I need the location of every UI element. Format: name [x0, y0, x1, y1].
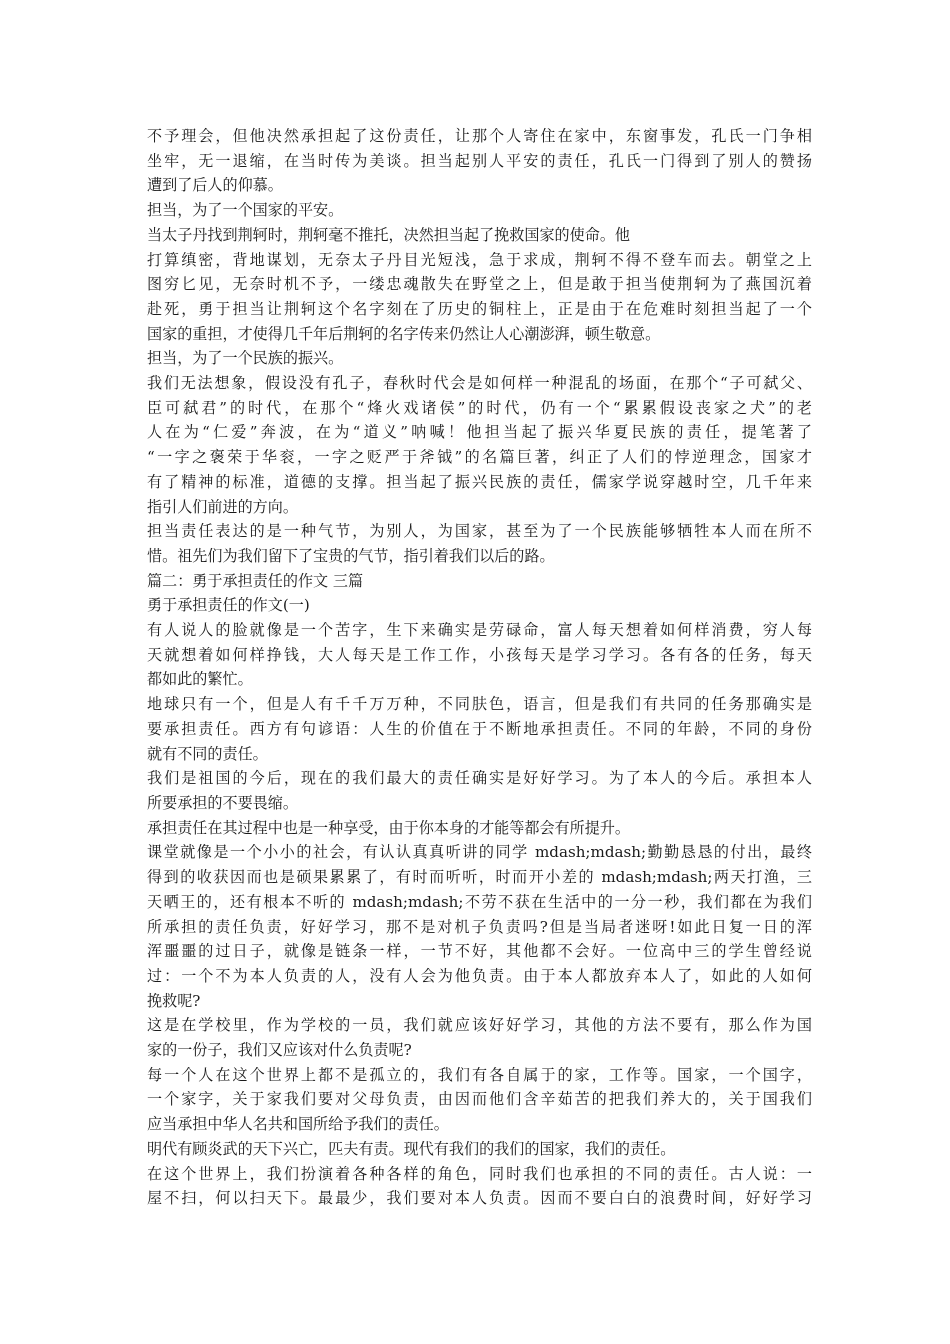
text-line: 有人说人的脸就像是一个苦字，生下来确实是劳碌命，富人每天想着如何样消费，穷人每 — [147, 621, 812, 640]
text-line: 承担责任在其过程中也是一种享受，由于你本身的才能等都会有所提升。 — [147, 818, 631, 837]
text-line: 挽救呢? — [147, 991, 201, 1010]
text-line: 篇二：勇于承担责任的作文 三篇 — [147, 571, 364, 590]
text-line: 臣可弑君”的时代，在那个“烽火戏诸侯”的时代，仍有一个“累累假设丧家之犬”的老 — [147, 398, 812, 417]
text-line: 就有不同的责任。 — [147, 744, 268, 763]
text-line: 人在为“仁爱”奔波，在为“道义”呐喊！他担当起了振兴华夏民族的责任，提笔著了 — [147, 423, 812, 442]
text-line: 家的一份子，我们又应该对什么负责呢? — [147, 1041, 412, 1060]
text-line: 赴死，勇于担当让荆轲这个名字刻在了历史的铜柱上，正是由于在危难时刻担当起了一个 — [147, 299, 812, 318]
text-line: 课堂就像是一个小小的社会，有认认真真听讲的同学 mdash;mdash;勤勤恳恳的付出，最终 — [147, 843, 812, 862]
text-line: 国家的重担，才使得几千年后荆轲的名字传来仍然让人心潮澎湃，顿生敬意。 — [147, 324, 661, 343]
text-line: 每一个人在这个世界上都不是孤立的，我们有各自属于的家，工作等。国家，一个国字， — [147, 1065, 812, 1084]
text-line: 天就想着如何样挣钱，大人每天是工作工作，小孩每天是学习学习。各有各的任务，每天 — [147, 645, 812, 664]
text-line: 屋不扫，何以扫天下。最最少，我们要对本人负责。因而不要白白的浪费时间，好好学习 — [147, 1189, 812, 1208]
text-line: 过：一个不为本人负责的人，没有人会为他负责。由于本人都放弃本人了，如此的人如何 — [147, 966, 812, 985]
text-line: 要承担责任。西方有句谚语：人生的价值在于不断地承担责任。不同的年龄，不同的身份 — [147, 719, 812, 738]
text-line: 我们无法想象，假设没有孔子，春秋时代会是如何样一种混乱的场面，在那个“子可弑父、 — [147, 374, 812, 393]
text-line: 得到的收获因而也是硕果累累了，有时而听听，时而开小差的 mdash;mdash;两天打渔，三 — [147, 868, 812, 887]
text-line: “一字之褒荣于华衮，一字之贬严于斧钺”的名篇巨著，纠正了人们的悖逆理念，国家才 — [147, 448, 812, 467]
text-line: 在这个世界上，我们扮演着各种各样的角色，同时我们也承担的不同的责任。古人说：一 — [147, 1164, 812, 1183]
text-line: 这是在学校里，作为学校的一员，我们就应该好好学习，其他的方法不要有，那么作为国 — [147, 1016, 812, 1035]
text-line: 都如此的繁忙。 — [147, 670, 253, 689]
text-line: 地球只有一个，但是人有千千万万种，不同肤色，语言，但是我们有共同的任务那确实是 — [147, 695, 812, 714]
text-line: 打算缜密，背地谋划，无奈太子丹目光短浅，急于求成，荆轲不得不登车而去。朝堂之上 — [147, 250, 812, 269]
text-line: 坐牢，无一退缩，在当时传为美谈。担当起别人平安的责任，孔氏一门得到了别人的赞扬 — [147, 151, 812, 170]
text-line: 所要承担的不要畏缩。 — [147, 793, 298, 812]
text-line: 勇于承担责任的作文(一) — [147, 596, 310, 615]
text-line: 应当承担中华人名共和国所给予我们的责任。 — [147, 1115, 449, 1134]
text-line: 遭到了后人的仰慕。 — [147, 176, 283, 195]
text-line: 明代有顾炎武的天下兴亡，匹夫有责。现代有我们的我们的国家，我们的责任。 — [147, 1139, 676, 1158]
text-line: 我们是祖国的今后，现在的我们最大的责任确实是好好学习。为了本人的今后。承担本人 — [147, 769, 812, 788]
text-line: 浑噩噩的过日子，就像是链条一样，一节不好，其他都不会好。一位高中三的学生曾经说 — [147, 942, 812, 961]
document-body — [147, 124, 812, 1211]
text-line: 所承担的责任负责，好好学习，那不是对机子负责吗?但是当局者迷呀!如此日复一日的浑 — [147, 917, 812, 936]
text-line: 惜。祖先们为我们留下了宝贵的气节，指引着我们以后的路。 — [147, 546, 555, 565]
text-line: 一个家字，关于家我们要对父母负责，由因而他们含辛茹苦的把我们养大的，关于国我们 — [147, 1090, 812, 1109]
text-line: 不予理会，但他决然承担起了这份责任，让那个人寄住在家中，东窗事发，孔氏一门争相 — [147, 127, 812, 145]
text-line: 担当责任表达的是一种气节，为别人，为国家，甚至为了一个民族能够牺牲本人而在所不 — [147, 522, 812, 541]
text-line: 担当，为了一个民族的振兴。 — [147, 349, 344, 368]
text-line: 担当，为了一个国家的平安。 — [147, 201, 344, 220]
text-line: 图穷匕见，无奈时机不予，一缕忠魂散失在野堂之上，但是敢于担当使荆轲为了燕国沉着 — [147, 275, 812, 294]
text-line: 当太子丹找到荆轲时，荆轲毫不推托，决然担当起了挽救国家的使命。他 — [147, 225, 631, 244]
text-line: 有了精神的标准，道德的支撑。担当起了振兴民族的责任，儒家学说穿越时空，几千年来 — [147, 472, 812, 491]
text-line: 指引人们前进的方向。 — [147, 497, 298, 516]
text-line: 天晒王的，还有根本不听的 mdash;mdash;不劳不获在生活中的一分一秒，我们都在为我们 — [147, 892, 812, 911]
